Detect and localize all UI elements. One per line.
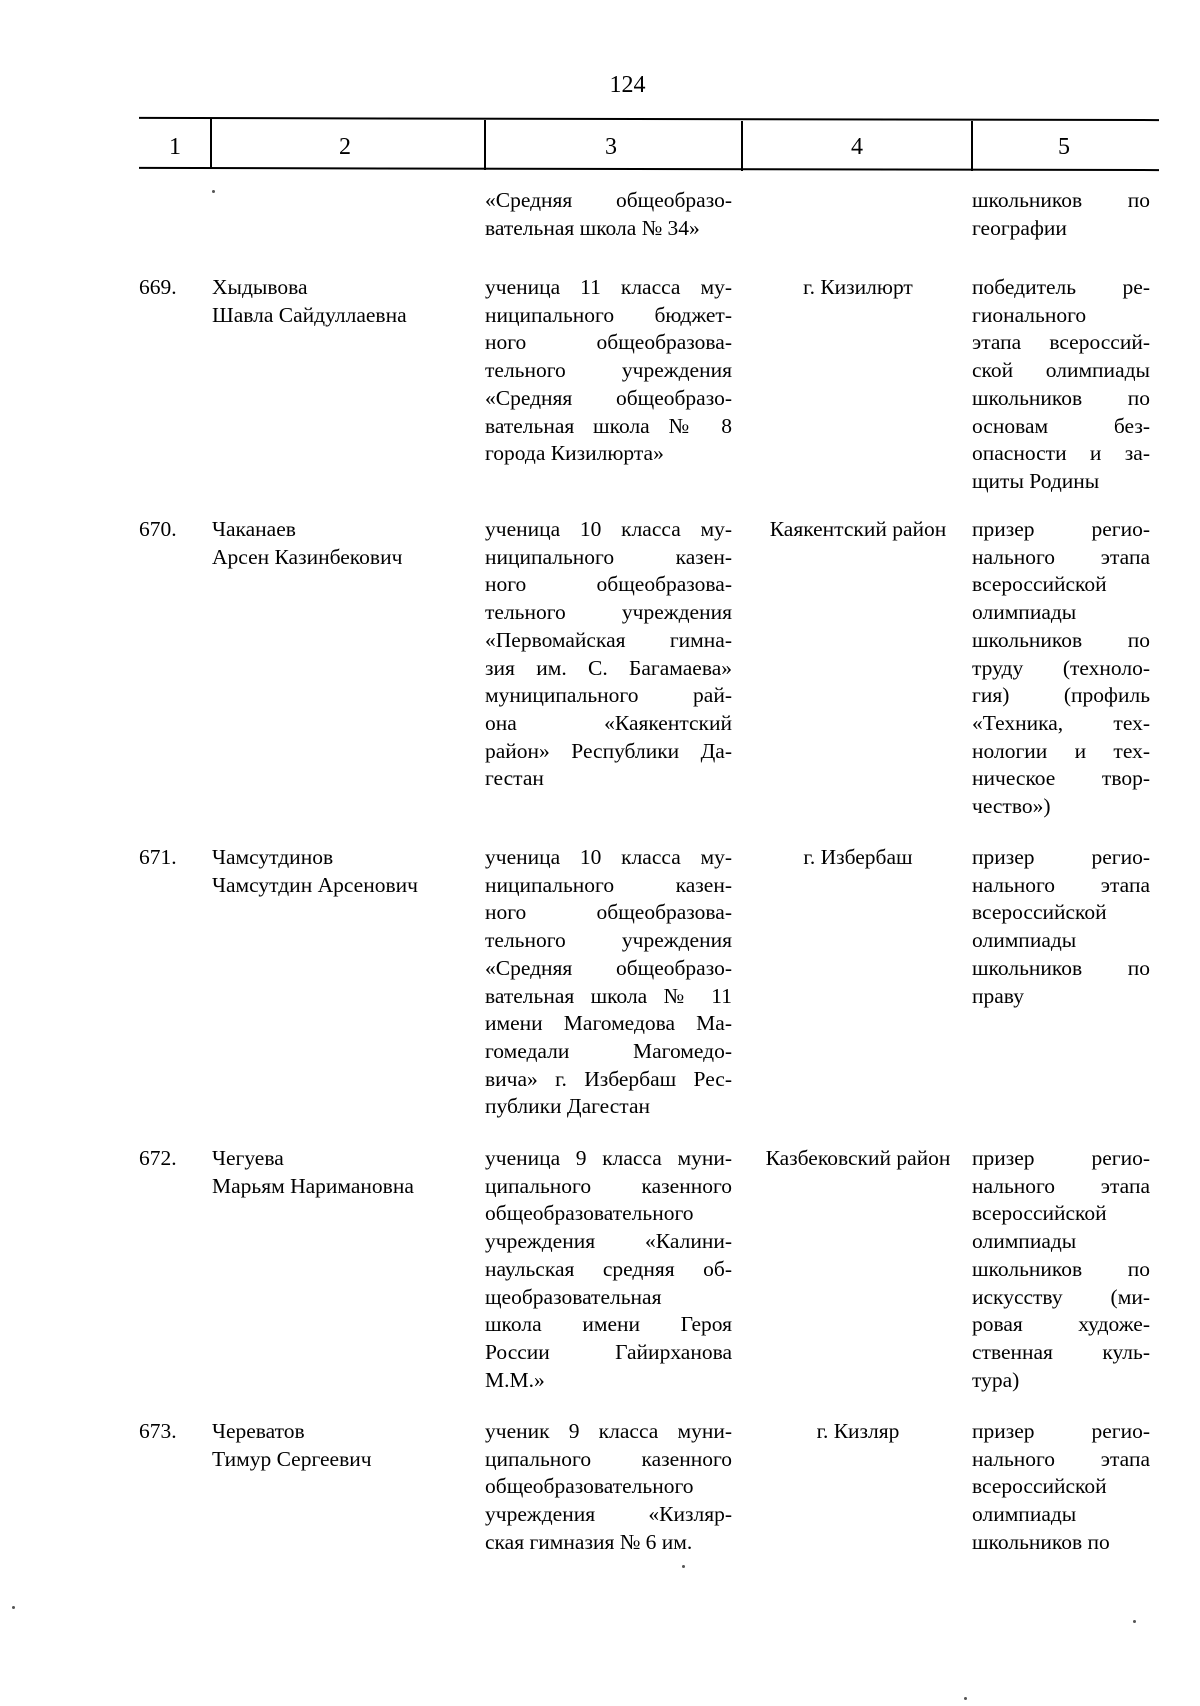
achievement	[972, 1145, 1150, 1394]
achievement-line: победитель ре-	[972, 275, 1150, 299]
institution-line: гестан	[485, 766, 544, 791]
institution-line: ученица 10 класса му-	[485, 845, 732, 869]
student-name-line: Чамсутдин Арсенович	[212, 872, 418, 897]
institution-line: щеобразовательная	[485, 1284, 662, 1309]
student-name	[212, 1418, 467, 1473]
institution-line: гомедали Магомедо-	[485, 1038, 732, 1063]
institution-line: учреждения «Кизляр-	[485, 1502, 732, 1527]
institution	[485, 844, 732, 1121]
column-divider-2	[484, 120, 486, 170]
achievement-line: призер регио-	[972, 845, 1150, 869]
student-name-line: Хыдывова	[212, 275, 308, 299]
achievement-line: призер регио-	[972, 517, 1150, 541]
entry-number: 670.	[139, 517, 177, 541]
achievement-line: всероссийской	[972, 1474, 1107, 1499]
institution	[485, 187, 732, 242]
achievement-line: праву	[972, 983, 1024, 1008]
institution-line: ниципального бюджет-	[485, 302, 732, 327]
student-name	[212, 274, 467, 329]
column-divider-3	[741, 121, 743, 171]
institution-line: «Первомайская гимна-	[485, 627, 732, 652]
achievement-line: «Техника, тех-	[972, 710, 1150, 735]
location: Каякентский район	[769, 517, 947, 541]
column-header-3: 3	[605, 134, 617, 160]
institution	[485, 1145, 732, 1394]
institution-line: ниципального казен-	[485, 872, 732, 897]
institution-line: публики Дагестан	[485, 1094, 651, 1119]
page-number: 124	[609, 72, 646, 98]
institution-line: «Средняя общеобразо-	[485, 385, 732, 410]
achievement-line: географии	[972, 215, 1067, 240]
institution	[485, 516, 732, 793]
entry-number: 672.	[139, 1146, 177, 1170]
scan-speck	[212, 190, 215, 193]
achievement-line: школьников по	[972, 188, 1150, 212]
institution-line: общеобразовательного	[485, 1201, 694, 1226]
institution-line: имени Магомедова Ма-	[485, 1011, 732, 1036]
institution-line: общеобразовательного	[485, 1474, 694, 1499]
achievement-line: нального этапа	[972, 1173, 1150, 1198]
institution-line: тельного учреждения	[485, 928, 732, 953]
achievement-line: всероссийской	[972, 1201, 1107, 1226]
student-name-line: Чегуева	[212, 1146, 284, 1170]
institution-line: города Кизилюрта»	[485, 441, 664, 466]
achievement	[972, 844, 1150, 1010]
institution-line: ного общеобразова-	[485, 572, 732, 597]
entry-number: 673.	[139, 1419, 177, 1443]
entry-number: 669.	[139, 275, 177, 299]
institution-line: вательная школа № 34»	[485, 215, 700, 240]
entry-number: 671.	[139, 845, 177, 869]
institution-line: ученица 9 класса муни-	[485, 1146, 732, 1170]
achievement-line: нального этапа	[972, 1446, 1150, 1471]
achievement-line: школьников по	[972, 627, 1150, 652]
institution-line: тельного учреждения	[485, 600, 732, 625]
institution-line: она «Каякентский	[485, 710, 732, 735]
institution-line: вательная школа № 8	[485, 413, 732, 438]
institution-line: вича» г. Избербаш Рес-	[485, 1066, 732, 1091]
institution-line: ного общеобразова-	[485, 330, 732, 355]
table-header-bottom-rule	[139, 167, 1159, 171]
institution-line: тельного учреждения	[485, 358, 732, 383]
institution-line: ного общеобразова-	[485, 900, 732, 925]
location: Казбековский район	[765, 1146, 951, 1170]
student-name-line: Тимур Сергеевич	[212, 1446, 372, 1471]
student-name-line: Марьям Наримановна	[212, 1173, 414, 1198]
institution-line: школа имени Героя	[485, 1312, 732, 1337]
achievement-line: нального этапа	[972, 544, 1150, 569]
student-name	[212, 1145, 467, 1200]
student-name-line: Череватов	[212, 1419, 305, 1443]
achievement-line: чество»)	[972, 794, 1051, 819]
institution-line: учреждения «Калини-	[485, 1229, 732, 1254]
achievement	[972, 1418, 1150, 1557]
institution-line: зия им. С. Багамаева»	[485, 655, 732, 680]
achievement-line: школьников по	[972, 1256, 1150, 1281]
institution-line: ская гимназия № 6 им.	[485, 1529, 693, 1554]
institution-line: М.М.»	[485, 1367, 545, 1392]
column-divider-4	[971, 121, 973, 171]
institution	[485, 1418, 732, 1557]
achievement-line: искусству (ми-	[972, 1284, 1150, 1309]
achievement-line: труду (техноло-	[972, 655, 1150, 680]
location: г. Избербаш	[803, 845, 913, 869]
location: г. Кизилюрт	[803, 275, 913, 299]
institution-line: муниципального рай-	[485, 683, 732, 708]
student-name-line: Шавла Сайдуллаевна	[212, 302, 407, 327]
location: г. Кизляр	[816, 1419, 900, 1443]
achievement-line: ственная куль-	[972, 1339, 1150, 1364]
column-header-5: 5	[1058, 134, 1070, 160]
scan-speck	[682, 1565, 685, 1568]
student-name	[212, 516, 467, 571]
achievement-line: опасности и за-	[972, 441, 1150, 466]
institution-line: ципального казенного	[485, 1446, 732, 1471]
institution	[485, 274, 732, 468]
achievement-line: олимпиады	[972, 600, 1077, 625]
column-divider-1	[210, 119, 212, 169]
institution-line: России Гайирханова	[485, 1339, 732, 1364]
achievement	[972, 274, 1150, 496]
achievement	[972, 516, 1150, 821]
achievement-line: школьников по	[972, 385, 1150, 410]
achievement-line: нологии и тех-	[972, 738, 1150, 763]
achievement-line: олимпиады	[972, 1229, 1077, 1254]
student-name	[212, 844, 467, 899]
achievement-line: олимпиады	[972, 1502, 1077, 1527]
student-name-line: Чамсутдинов	[212, 845, 334, 869]
scan-speck	[12, 1606, 15, 1609]
institution-line: ученица 10 класса му-	[485, 517, 732, 541]
institution-line: район» Республики Да-	[485, 738, 732, 763]
institution-line: «Средняя общеобразо-	[485, 955, 732, 980]
institution-line: ципального казенного	[485, 1173, 732, 1198]
institution-line: вательная школа № 11	[485, 983, 732, 1008]
achievement-line: олимпиады	[972, 928, 1077, 953]
scan-speck	[1133, 1620, 1136, 1623]
achievement	[972, 187, 1150, 242]
achievement-line: нального этапа	[972, 872, 1150, 897]
achievement-line: этапа всероссий-	[972, 330, 1150, 355]
achievement-line: всероссийской	[972, 900, 1107, 925]
student-name-line: Чаканаев	[212, 517, 296, 541]
institution-line: ученик 9 класса муни-	[485, 1419, 732, 1443]
achievement-line: школьников по	[972, 955, 1150, 980]
column-header-1: 1	[169, 134, 181, 160]
achievement-line: ническое твор-	[972, 766, 1150, 791]
achievement-line: тура)	[972, 1367, 1020, 1392]
institution-line: наульская средняя об-	[485, 1256, 732, 1281]
institution-line: «Средняя общеобразо-	[485, 188, 732, 212]
institution-line: ученица 11 класса му-	[485, 275, 732, 299]
student-name-line: Арсен Казинбекович	[212, 544, 403, 569]
achievement-line: гионального	[972, 302, 1087, 327]
achievement-line: ской олимпиады	[972, 358, 1150, 383]
scan-speck	[964, 1697, 967, 1700]
achievement-line: школьников по	[972, 1529, 1110, 1554]
achievement-line: основам без-	[972, 413, 1150, 438]
achievement-line: щиты Родины	[972, 468, 1100, 493]
achievement-line: гия) (профиль	[972, 683, 1150, 708]
institution-line: ниципального казен-	[485, 544, 732, 569]
achievement-line: всероссийской	[972, 572, 1107, 597]
achievement-line: призер регио-	[972, 1419, 1150, 1443]
achievement-line: призер регио-	[972, 1146, 1150, 1170]
column-header-4: 4	[851, 134, 863, 160]
achievement-line: ровая художе-	[972, 1312, 1150, 1337]
table-top-rule	[139, 117, 1159, 121]
column-header-2: 2	[339, 134, 351, 160]
